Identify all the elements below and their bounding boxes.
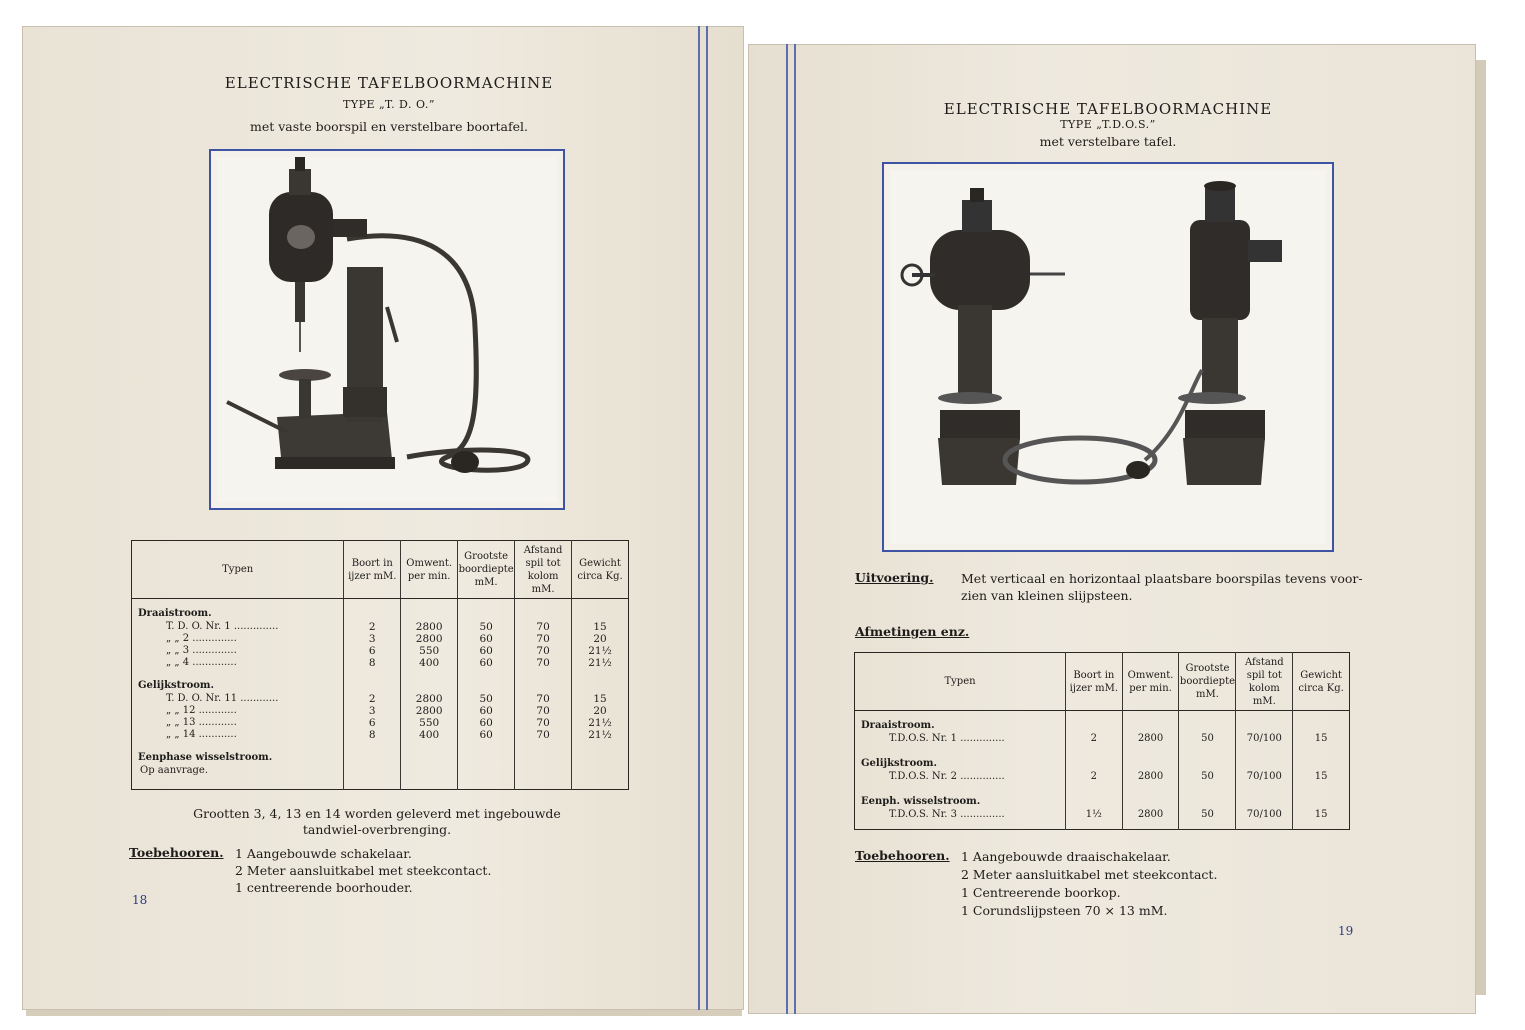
- typen-cell: [855, 711, 1066, 830]
- accessory-item: 1 Centreerende boorkop.: [961, 885, 1121, 900]
- boort-col: [1066, 711, 1123, 830]
- cell: 2: [1090, 771, 1098, 782]
- cell: 70: [536, 717, 550, 729]
- accessories-list: [961, 848, 1217, 920]
- type-row: T.D.O.S. Nr. 1 ..............: [889, 733, 1005, 744]
- cell: 21½: [588, 657, 612, 669]
- cell: 8: [368, 657, 376, 669]
- binding-rule: [698, 26, 700, 1010]
- footnote-line: Grootten 3, 4, 13 en 14 worden geleverd met ingebouwde: [193, 806, 561, 821]
- omw-col: [1122, 711, 1179, 830]
- uitvoering-line: zien van kleinen slijpsteen.: [961, 588, 1133, 603]
- group-label: Gelijkstroom.: [138, 680, 214, 691]
- spec-table-tdos: [854, 652, 1350, 830]
- type-row: „ „ 14 ............: [166, 729, 237, 740]
- page-edge-right: [1476, 60, 1486, 995]
- type-row: T. D. O. Nr. 11 ............: [166, 693, 279, 704]
- typen-cell: [132, 599, 344, 790]
- uitvoering-text: [961, 570, 1363, 604]
- cell: 550: [419, 717, 440, 729]
- drill-machines-illustration: [890, 170, 1322, 540]
- type-row: „ „ 4 ..............: [166, 657, 237, 668]
- type-row: „ „ 12 ............: [166, 705, 237, 716]
- cell: 50: [1201, 733, 1214, 744]
- drill-press-illustration: [217, 157, 553, 498]
- page-number: 19: [1338, 924, 1354, 938]
- col-header-boort: Boort in ijzer mM.: [1066, 653, 1123, 711]
- cell: 21½: [588, 717, 612, 729]
- left-page: [22, 26, 744, 1010]
- diepte-col: [458, 599, 515, 790]
- cell: 15: [1314, 809, 1328, 820]
- binding-rule: [706, 26, 708, 1010]
- binding-rule: [786, 44, 788, 1014]
- cell: 2: [1090, 733, 1098, 744]
- cell: 70/100: [1246, 809, 1282, 820]
- cell: 400: [419, 729, 440, 741]
- cell: 60: [479, 645, 493, 657]
- cell: 2800: [415, 621, 443, 633]
- cell: 70: [536, 657, 550, 669]
- col-header-boort: Boort in ijzer mM.: [344, 541, 401, 599]
- uitvoering-heading: Uitvoering.: [855, 570, 934, 585]
- type-row: T. D. O. Nr. 1 ..............: [166, 621, 279, 632]
- cell: 50: [1201, 771, 1214, 782]
- col-header-gewicht: Gewicht circa Kg.: [572, 541, 629, 599]
- cell: 6: [368, 645, 376, 657]
- cell: 2: [368, 693, 376, 705]
- col-header-diepte: Grootste boordiepte mM.: [458, 541, 515, 599]
- type-line: TYPE „T. D. O.”: [343, 98, 435, 111]
- type-line: TYPE „T.D.O.S.”: [1060, 118, 1156, 131]
- on-request-note: Op aanvrage.: [140, 765, 209, 776]
- col-header-omwent: Omwent. per min.: [401, 541, 458, 599]
- group-label: Draaistroom.: [138, 608, 212, 619]
- binding-rule: [794, 44, 796, 1014]
- type-row: „ „ 13 ............: [166, 717, 237, 728]
- cell: 2800: [415, 693, 443, 705]
- cell: 70/100: [1246, 733, 1282, 744]
- afmetingen-heading: Afmetingen enz.: [855, 624, 970, 639]
- cell: 400: [419, 657, 440, 669]
- cell: 15: [593, 693, 607, 705]
- gewicht-col: [572, 599, 629, 790]
- type-row: T.D.O.S. Nr. 2 ..............: [889, 771, 1005, 782]
- cell: 6: [368, 717, 376, 729]
- accessory-item: 1 Aangebouwde draaischakelaar.: [961, 849, 1171, 864]
- accessory-item: 2 Meter aansluitkabel met steekcontact.: [961, 867, 1218, 882]
- accessories-heading: Toebehooren.: [129, 845, 224, 860]
- cell: 50: [479, 621, 493, 633]
- accessory-item: 1 Aangebouwde schakelaar.: [235, 846, 412, 861]
- cell: 15: [1314, 771, 1328, 782]
- cell: 3: [368, 705, 376, 717]
- description: met verstelbare tafel.: [1039, 134, 1177, 149]
- cell: 70: [536, 693, 550, 705]
- cell: 1½: [1085, 809, 1102, 820]
- diepte-col: [1179, 711, 1236, 830]
- type-row: „ „ 2 ..............: [166, 633, 237, 644]
- cell: 70: [536, 621, 550, 633]
- accessory-item: 2 Meter aansluitkabel met steekcontact.: [235, 863, 492, 878]
- cell: 2800: [415, 633, 443, 645]
- type-row: T.D.O.S. Nr. 3 ..............: [889, 809, 1005, 820]
- omw-col: [401, 599, 458, 790]
- cell: 21½: [588, 729, 612, 741]
- page-edge-bottom: [26, 1010, 742, 1016]
- cell: 70: [536, 705, 550, 717]
- cell: 50: [479, 693, 493, 705]
- description: met vaste boorspil en verstelbare boortafel.: [250, 119, 528, 134]
- cell: 70: [536, 633, 550, 645]
- cell: 550: [419, 645, 440, 657]
- afstand-col: [515, 599, 572, 790]
- photo-area: [890, 170, 1326, 544]
- group-label: Gelijkstroom.: [861, 758, 937, 769]
- photo-area: [217, 157, 557, 502]
- cell: 60: [479, 717, 493, 729]
- cell: 70/100: [1246, 771, 1282, 782]
- cell: 15: [593, 621, 607, 633]
- page-title: ELECTRISCHE TAFELBOORMACHINE: [224, 74, 554, 92]
- cell: 8: [368, 729, 376, 741]
- cell: 2: [368, 621, 376, 633]
- group-label: Eenphase wisselstroom.: [138, 752, 273, 763]
- type-row: „ „ 3 ..............: [166, 645, 237, 656]
- page-number: 18: [132, 893, 148, 907]
- cell: 70: [536, 645, 550, 657]
- cell: 3: [368, 633, 376, 645]
- right-page: [748, 44, 1476, 1014]
- cell: 2800: [1137, 809, 1164, 820]
- cell: 2800: [415, 705, 443, 717]
- machines-photo: [882, 162, 1334, 552]
- col-header-afstand: Afstand spil tot kolom mM.: [515, 541, 572, 599]
- page-title: ELECTRISCHE TAFELBOORMACHINE: [943, 100, 1273, 118]
- gewicht-col: [1293, 711, 1350, 830]
- accessories-heading: Toebehooren.: [855, 848, 950, 863]
- cell: 60: [479, 657, 493, 669]
- col-header-omwent: Omwent. per min.: [1122, 653, 1179, 711]
- spec-table-tdo: [131, 540, 629, 790]
- cell: 2800: [1137, 771, 1164, 782]
- cell: 60: [479, 729, 493, 741]
- boort-col: [344, 599, 401, 790]
- afstand-col: [1236, 711, 1293, 830]
- col-header-typen: Typen: [855, 653, 1066, 711]
- cell: 20: [593, 705, 607, 717]
- cell: 20: [593, 633, 607, 645]
- group-label: Draaistroom.: [861, 720, 935, 731]
- group-label: Eenph. wisselstroom.: [861, 796, 981, 807]
- col-header-afstand: Afstand spil tot kolom mM.: [1236, 653, 1293, 711]
- footnote-line: tandwiel-overbrenging.: [302, 822, 452, 837]
- cell: 50: [1201, 809, 1214, 820]
- cell: 70: [536, 729, 550, 741]
- accessory-item: 1 Corundslijpsteen 70 × 13 mM.: [961, 903, 1168, 918]
- cell: 60: [479, 633, 493, 645]
- col-header-gewicht: Gewicht circa Kg.: [1293, 653, 1350, 711]
- machine-photo: [209, 149, 565, 510]
- uitvoering-line: Met verticaal en horizontaal plaatsbare boorspilas tevens voor-: [961, 571, 1363, 586]
- col-header-diepte: Grootste boordiepte mM.: [1179, 653, 1236, 711]
- col-header-typen: Typen: [132, 541, 344, 599]
- cell: 21½: [588, 645, 612, 657]
- cell: 2800: [1137, 733, 1164, 744]
- cell: 60: [479, 705, 493, 717]
- accessories-list: [235, 845, 491, 896]
- accessory-item: 1 centreerende boorhouder.: [235, 880, 413, 895]
- cell: 15: [1314, 733, 1328, 744]
